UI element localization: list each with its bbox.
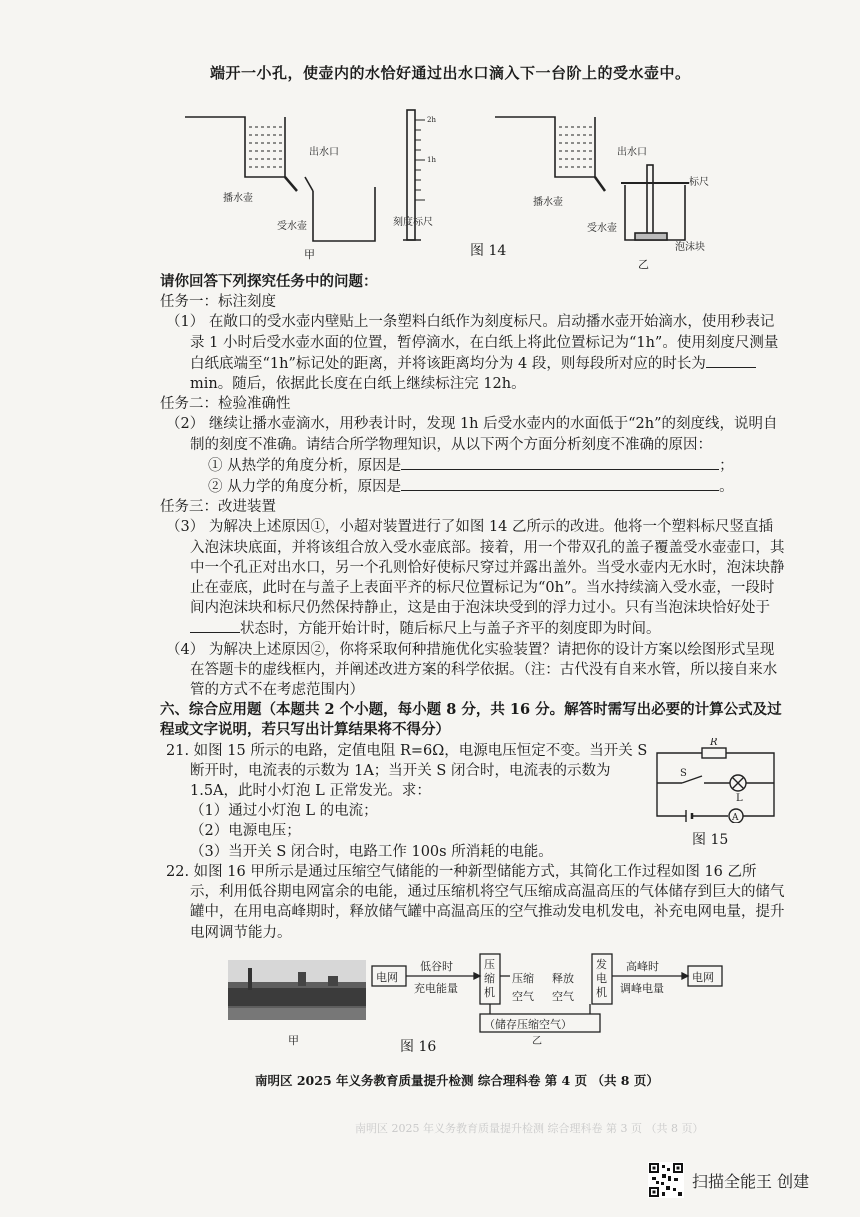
- fig14a-scale-label: 刻度标尺: [393, 217, 433, 228]
- task3-title: 任务三：改进装置: [160, 499, 276, 516]
- question-2-part-2: [160, 476, 785, 497]
- fig15-label-S: S: [680, 768, 687, 779]
- question-21: 21. 如图 15 所示的电路，定值电阻 R=6Ω，电源电压恒定不变。当开关 S 断开时，电流表的示数为 1A；当开关 S 闭合时，电流表的示数为 1.5A，此时小灯泡 L 正常发光。求：: [166, 742, 648, 800]
- fig16-storage: （储存压缩空气）: [484, 1018, 572, 1031]
- scanner-watermark: 扫描全能王 创建: [692, 1172, 810, 1191]
- fig16-generator: 发电机: [596, 958, 607, 999]
- question-2-part-1-end: ；: [719, 457, 734, 474]
- task2-title: 任务二：检验准确性: [160, 396, 291, 413]
- fig16-low-top: 低谷时: [420, 960, 453, 973]
- figure-16-caption: 图 16: [400, 1039, 437, 1055]
- fig16-compress-bottom: 空气: [512, 990, 534, 1003]
- page-footer: 南明区 2025 年义务教育质量提升检测 综合理科卷 第 4 页 （共 8 页）: [255, 1073, 659, 1088]
- figure-14: [185, 105, 725, 255]
- question-1-text-a: （1） 在敞口的受水壶内壁贴上一条塑料白纸作为刻度标尺。启动播水壶开始滴水，使用秒表记录 1 小时后受水壶水面的位置，暂停滴水，在白纸上将此位置标记为“1h”。使用刻度尺测量白纸底端至“1h”标记处的距离，并将该距离均分为 4 段，则每段所对应的时长为: [166, 314, 779, 372]
- question-4: （4） 为解决上述原因②，你将采取何种措施优化实验装置？请把你的设计方案以绘图形式呈现在答题卡的虚线框内，并阐述改进方案的科学依据。（注：古代没有自来水管，所以接自来水管的方式不在考虑范围内）: [166, 641, 778, 699]
- fig16-compressor: 压缩机: [484, 958, 495, 999]
- answer-blank-thermal[interactable]: [401, 455, 719, 470]
- fig16-peak-bottom: 调峰电量: [620, 982, 664, 995]
- fig16-label-yi: 乙: [532, 1036, 542, 1047]
- fig14a-tick-1h: 1h: [427, 156, 436, 164]
- question-2-part-1: [160, 455, 785, 476]
- fig15-label-A: A: [732, 813, 739, 823]
- continuation-line: 端开一小孔，使壶内的水恰好通过出水口滴入下一台阶上的受水壶中。: [210, 64, 691, 82]
- question-21-part-1: （1）通过小灯泡 L 的电流；: [190, 803, 378, 820]
- task1-title: 任务一：标注刻度: [160, 294, 276, 311]
- fig14b-outlet-label: 出水口: [617, 147, 647, 158]
- fig14a-outlet-label: 出水口: [309, 147, 339, 158]
- fig16-peak-top: 高峰时: [626, 960, 659, 973]
- figure-14-label-jia: 甲: [304, 248, 315, 261]
- fig16-compress-top: 压缩: [512, 972, 534, 985]
- section-6-title: 六、综合应用题（本题共 2 个小题，每小题 8 分，共 16 分。解答时需写出必要的计算公式及过程或文字说明，若只写出计算结果将不得分）: [160, 701, 782, 739]
- question-3-text-b: 状态时，方能开始计时，随后标尺上与盖子齐平的刻度即为时间。: [240, 621, 661, 638]
- fig16-grid-left: 电网: [376, 971, 398, 984]
- fig16-grid-right: 电网: [692, 971, 714, 984]
- fig15-label-L: L: [736, 793, 743, 804]
- figure-15-circuit: [652, 738, 782, 823]
- fig14b-ruler-label: 标尺: [689, 177, 709, 188]
- question-3: [166, 517, 785, 639]
- bleed-through-text: 南明区 2025 年义务教育质量提升检测 综合理科卷 第 3 页 （共 8 页）: [355, 1122, 704, 1135]
- fig14b-foam-label: 泡沫块: [675, 242, 705, 253]
- figure-14-caption: 图 14: [470, 243, 507, 259]
- figure-14-label-yi: 乙: [638, 258, 649, 271]
- fig15-label-R: R: [710, 738, 718, 748]
- question-1-text-b: min。随后，依据此长度在白纸上继续标注完 12h。: [190, 376, 526, 393]
- question-2: （2） 继续让播水壶滴水，用秒表计时，发现 1h 后受水壶内的水面低于“2h”的刻度线，说明自制的刻度不准确。请结合所学物理知识，从以下两个方面分析刻度不准确的原因：: [166, 416, 778, 453]
- figure-16-flow: [370, 952, 730, 1047]
- answer-blank-state[interactable]: [190, 618, 240, 633]
- question-21-part-2: （2）电源电压；: [190, 823, 301, 840]
- question-2-part-2-text: ② 从力学的角度分析，原因是: [208, 479, 402, 496]
- answer-blank-mechanics[interactable]: [401, 476, 719, 491]
- question-1: [166, 312, 785, 394]
- fig14b-receiver-label: 受水壶: [587, 223, 617, 234]
- question-21-part-3: （3）当开关 S 闭合时，电路工作 100s 所消耗的电能。: [190, 843, 553, 860]
- question-22: 22. 如图 16 甲所示是通过压缩空气储能的一种新型储能方式，其简化工作过程如图 16 乙所示，利用低谷期电网富余的电能，通过压缩机将空气压缩成高温高压的气体储存到巨大的储气罐中，在用电高峰期时，释放储气罐中高温高压的空气推动发电机发电，补充电网电量，提升电网调节能力。: [166, 863, 785, 941]
- qr-code-icon: [648, 1162, 684, 1198]
- fig14a-receiver-label: 受水壶: [277, 221, 307, 232]
- fig14b-supply-label: 播水壶: [533, 197, 563, 208]
- fig14a-supply-label: 播水壶: [223, 193, 253, 204]
- question-2-part-2-end: 。: [719, 479, 734, 496]
- fig16-release-bottom: 空气: [552, 990, 574, 1003]
- fig14a-tick-2h: 2h: [427, 116, 436, 124]
- fig16-release-top: 释放: [552, 972, 574, 985]
- question-3-text-a: （3） 为解决上述原因①，小超对装置进行了如图 14 乙所示的改进。他将一个塑料标尺竖直插入泡沫块底面，并将该组合放入受水壶底部。接着，用一个带双孔的盖子覆盖受水壶壶口，其中一个孔正对出水口，另一个孔则恰好使标尺穿过并露出盖外。当受水壶内无水时，泡沫块静止在壶底，此时在与盖子上表面平齐的标尺位置标记为“0h”。当水持续滴入受水壶，一段时间内泡沫块和标尺仍然保持静止，这是由于泡沫块受到的浮力过小。只有当泡沫块恰好处于: [166, 519, 785, 617]
- fig16-low-bottom: 充电能量: [414, 982, 458, 995]
- answer-blank-minutes[interactable]: [706, 353, 756, 368]
- figure-15-caption: 图 15: [692, 832, 729, 848]
- question-2-part-1-text: ① 从热学的角度分析，原因是: [208, 457, 402, 474]
- tasks-intro: 请你回答下列探究任务中的问题：: [160, 273, 378, 290]
- figure-16-photo: [228, 960, 366, 1020]
- figure-16-label-jia: 甲: [288, 1034, 299, 1047]
